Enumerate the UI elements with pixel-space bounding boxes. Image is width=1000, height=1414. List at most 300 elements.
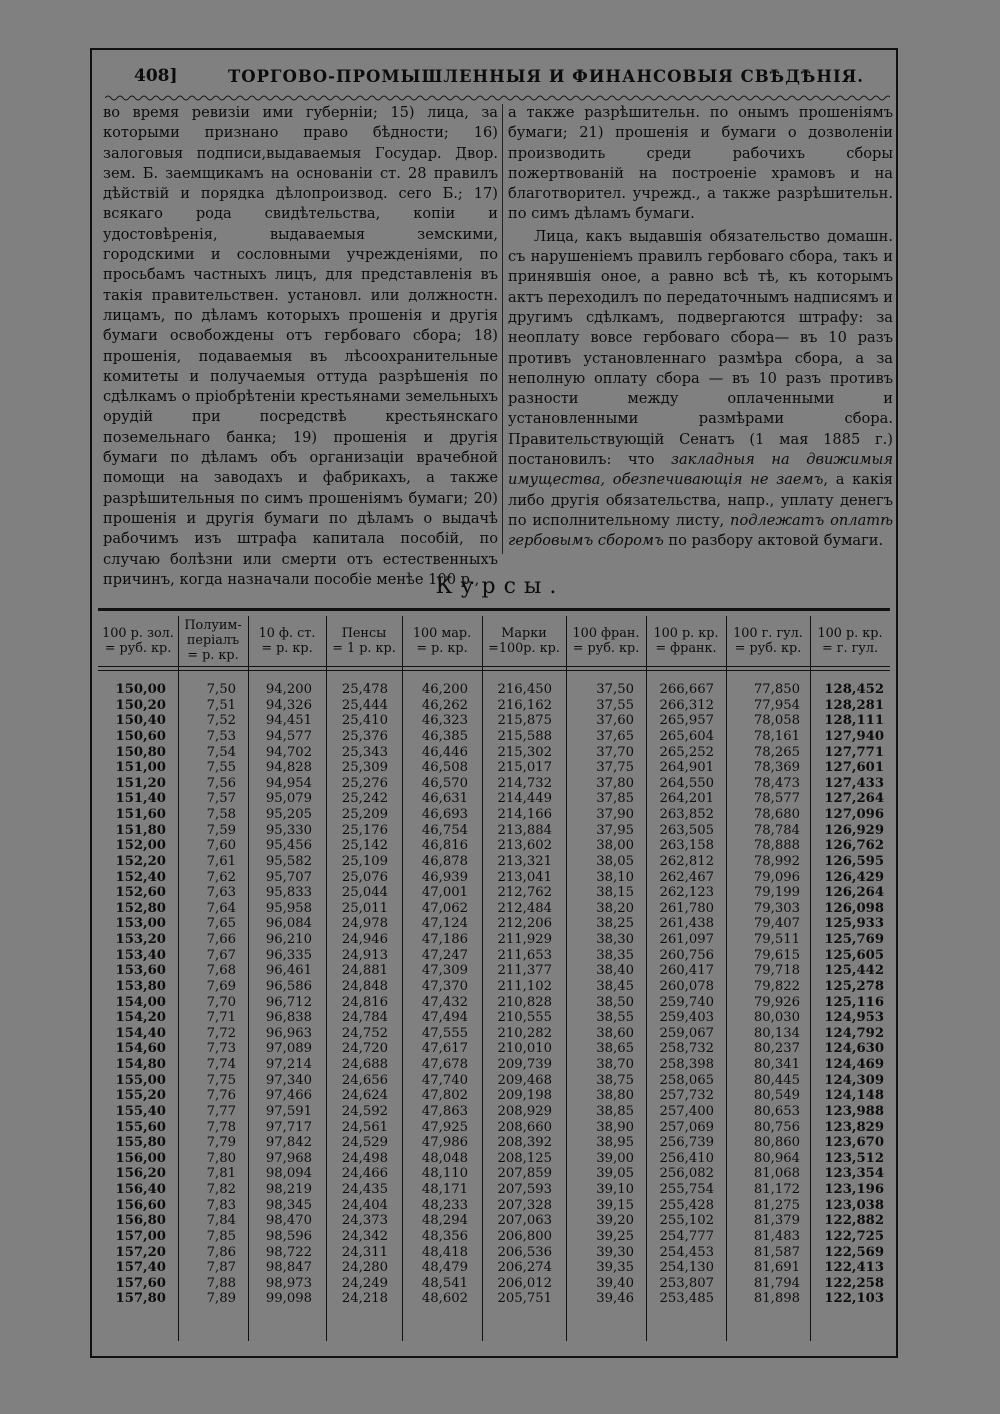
table-cell: 206,800 xyxy=(497,1228,552,1244)
column-header-line: =100р. кр. xyxy=(488,641,560,656)
column-header-line: 10 ф. ст. xyxy=(258,626,316,641)
table-cell: 46,939 xyxy=(421,869,468,885)
table-cell: 7,56 xyxy=(206,775,236,791)
table-cell: 78,265 xyxy=(753,744,800,760)
table-cell: 24,946 xyxy=(341,932,388,947)
table-cell: 254,777 xyxy=(659,1228,714,1244)
data-column xyxy=(98,682,166,1307)
table-cell: 95,582 xyxy=(265,853,312,869)
column-header-line: = р. кр. xyxy=(416,641,468,656)
table-cell: 39,40 xyxy=(596,1275,634,1291)
table-cell: 24,752 xyxy=(341,1025,388,1041)
table-cell: 7,65 xyxy=(206,916,236,932)
table-cell: 38,20 xyxy=(596,900,634,916)
table-cell: 7,53 xyxy=(206,728,236,744)
table-cell: 38,50 xyxy=(596,994,634,1010)
table-cell: 155,40 xyxy=(115,1103,166,1119)
column-header-line: Полуим- xyxy=(184,618,242,633)
table-cell: 94,451 xyxy=(265,713,312,729)
table-cell: 153,80 xyxy=(115,978,166,994)
table-cell: 206,536 xyxy=(497,1244,552,1260)
table-cell: 38,65 xyxy=(596,1041,634,1057)
column-header xyxy=(178,618,248,664)
table-cell: 24,498 xyxy=(341,1150,388,1166)
column-header xyxy=(726,626,810,672)
table-cell: 205,751 xyxy=(497,1291,552,1307)
table-cell: 211,102 xyxy=(497,978,552,994)
table-cell: 38,45 xyxy=(596,978,634,994)
table-cell: 38,10 xyxy=(596,869,634,885)
table-cell: 150,00 xyxy=(115,682,166,697)
table-cell: 127,096 xyxy=(824,807,884,822)
table-cell: 46,200 xyxy=(421,682,468,697)
table-cell: 38,00 xyxy=(596,838,634,854)
table-cell: 7,69 xyxy=(206,978,236,994)
column-header xyxy=(482,626,566,672)
right-text-part: , а какія либо другія обязательства, напр., уплату денегъ по исполнительному листу, xyxy=(508,471,893,529)
table-cell: 46,631 xyxy=(421,791,468,807)
table-cell: 262,812 xyxy=(659,853,714,869)
table-cell: 262,123 xyxy=(659,885,714,901)
table-cell: 38,95 xyxy=(596,1135,634,1151)
table-cell: 39,46 xyxy=(596,1291,634,1307)
table-cell: 7,68 xyxy=(206,963,236,979)
table-cell: 7,85 xyxy=(206,1228,236,1244)
table-cell: 95,079 xyxy=(265,791,312,807)
table-cell: 150,20 xyxy=(115,697,166,713)
table-cell: 124,792 xyxy=(824,1025,884,1041)
table-cell: 210,828 xyxy=(497,994,552,1010)
table-cell: 48,048 xyxy=(421,1150,468,1166)
table-cell: 25,044 xyxy=(341,885,388,901)
table-cell: 37,95 xyxy=(596,822,634,838)
table-cell: 46,878 xyxy=(421,853,468,869)
table-cell: 24,249 xyxy=(341,1275,388,1291)
table-cell: 38,05 xyxy=(596,853,634,869)
table-cell: 97,717 xyxy=(265,1119,312,1135)
table-cell: 24,913 xyxy=(341,947,388,963)
table-cell: 78,680 xyxy=(753,807,800,822)
table-cell: 79,822 xyxy=(753,978,800,994)
table-cell: 96,084 xyxy=(265,916,312,932)
table-cell: 81,275 xyxy=(753,1197,800,1213)
table-cell: 24,373 xyxy=(341,1213,388,1229)
table-cell: 25,410 xyxy=(341,713,388,729)
table-cell: 47,494 xyxy=(421,1010,468,1026)
table-cell: 127,940 xyxy=(824,728,884,744)
table-cell: 80,341 xyxy=(753,1057,800,1072)
table-cell: 151,20 xyxy=(115,775,166,791)
table-cell: 96,712 xyxy=(265,994,312,1010)
table-cell: 81,691 xyxy=(753,1260,800,1276)
table-cell: 38,70 xyxy=(596,1057,634,1072)
table-cell: 24,978 xyxy=(341,916,388,932)
table-cell: 47,247 xyxy=(421,947,468,963)
table-cell: 96,586 xyxy=(265,978,312,994)
table-cell: 78,992 xyxy=(753,853,800,869)
table-cell: 24,404 xyxy=(341,1197,388,1213)
table-cell: 98,847 xyxy=(265,1260,312,1276)
column-header-line: 100 мар. xyxy=(412,626,472,641)
table-cell: 154,00 xyxy=(115,994,166,1010)
table-cell: 79,199 xyxy=(753,885,800,901)
table-cell: 215,302 xyxy=(497,744,552,760)
table-cell: 98,219 xyxy=(265,1182,312,1197)
table-cell: 263,852 xyxy=(659,807,714,822)
table-cell: 94,954 xyxy=(265,775,312,791)
table-cell: 216,162 xyxy=(497,697,552,713)
table-cell: 128,452 xyxy=(824,682,884,697)
table-cell: 157,60 xyxy=(115,1275,166,1291)
table-cell: 155,00 xyxy=(115,1072,166,1088)
table-cell: 79,615 xyxy=(753,947,800,963)
table-cell: 206,274 xyxy=(497,1260,552,1276)
table-cell: 37,80 xyxy=(596,775,634,791)
table-cell: 155,20 xyxy=(115,1088,166,1104)
table-cell: 256,082 xyxy=(659,1166,714,1182)
table-top-rule xyxy=(98,608,890,611)
table-cell: 123,670 xyxy=(824,1135,884,1151)
table-cell: 207,328 xyxy=(497,1197,552,1213)
table-cell: 152,40 xyxy=(115,869,166,885)
table-cell: 7,59 xyxy=(206,822,236,838)
table-cell: 80,030 xyxy=(753,1010,800,1026)
table-cell: 48,294 xyxy=(421,1213,468,1229)
table-cell: 265,957 xyxy=(659,713,714,729)
table-cell: 46,446 xyxy=(421,744,468,760)
table-cell: 264,550 xyxy=(659,775,714,791)
table-cell: 153,20 xyxy=(115,932,166,947)
column-header-line: 100 р. зол. xyxy=(102,626,174,641)
table-cell: 254,130 xyxy=(659,1260,714,1276)
table-cell: 47,617 xyxy=(421,1041,468,1057)
table-cell: 79,096 xyxy=(753,869,800,885)
table-cell: 151,60 xyxy=(115,807,166,822)
table-cell: 259,740 xyxy=(659,994,714,1010)
table-cell: 81,483 xyxy=(753,1228,800,1244)
column-header xyxy=(566,626,646,672)
table-cell: 48,356 xyxy=(421,1228,468,1244)
table-cell: 154,60 xyxy=(115,1041,166,1057)
table-cell: 98,722 xyxy=(265,1244,312,1260)
table-cell: 156,00 xyxy=(115,1150,166,1166)
table-cell: 38,25 xyxy=(596,916,634,932)
table-cell: 265,604 xyxy=(659,728,714,744)
table-cell: 123,354 xyxy=(824,1166,884,1182)
table-cell: 46,754 xyxy=(421,822,468,838)
column-divider xyxy=(502,104,503,554)
column-header-line: 100 г. гул. xyxy=(733,626,803,641)
table-cell: 81,379 xyxy=(753,1213,800,1229)
table-cell: 24,720 xyxy=(341,1041,388,1057)
table-cell: 7,87 xyxy=(206,1260,236,1276)
table-cell: 212,484 xyxy=(497,900,552,916)
table-cell: 211,653 xyxy=(497,947,552,963)
right-paragraph-2 xyxy=(508,227,893,552)
table-cell: 38,30 xyxy=(596,932,634,947)
table-cell: 154,20 xyxy=(115,1010,166,1026)
table-cell: 78,369 xyxy=(753,760,800,776)
table-cell: 151,80 xyxy=(115,822,166,838)
table-cell: 122,569 xyxy=(824,1244,884,1260)
table-cell: 213,041 xyxy=(497,869,552,885)
table-cell: 7,77 xyxy=(206,1103,236,1119)
table-cell: 78,473 xyxy=(753,775,800,791)
table-cell: 48,541 xyxy=(421,1275,468,1291)
table-cell: 47,309 xyxy=(421,963,468,979)
table-cell: 154,40 xyxy=(115,1025,166,1041)
table-cell: 25,309 xyxy=(341,760,388,776)
table-cell: 152,60 xyxy=(115,885,166,901)
table-cell: 79,407 xyxy=(753,916,800,932)
table-cell: 126,595 xyxy=(824,853,884,869)
table-cell: 25,444 xyxy=(341,697,388,713)
table-cell: 79,303 xyxy=(753,900,800,916)
page-number: 408] xyxy=(134,66,178,86)
table-cell: 261,097 xyxy=(659,932,714,947)
data-column xyxy=(726,682,800,1307)
italic-phrase: подлежатъ оплатѣ гербовымъ сборомъ xyxy=(508,511,894,550)
table-cell: 38,85 xyxy=(596,1103,634,1119)
table-cell: 122,725 xyxy=(824,1228,884,1244)
table-cell: 96,838 xyxy=(265,1010,312,1026)
table-cell: 150,60 xyxy=(115,728,166,744)
table-cell: 127,433 xyxy=(824,775,884,791)
table-cell: 264,201 xyxy=(659,791,714,807)
table-cell: 214,166 xyxy=(497,807,552,822)
table-cell: 260,078 xyxy=(659,978,714,994)
italic-phrase: закладныя на движимыя имущества, обезпечивающія не заемъ xyxy=(508,451,893,489)
table-cell: 38,35 xyxy=(596,947,634,963)
table-cell: 7,51 xyxy=(206,697,236,713)
table-cell: 210,282 xyxy=(497,1025,552,1041)
table-cell: 153,60 xyxy=(115,963,166,979)
column-header-line: 100 фран. xyxy=(572,626,640,641)
table-cell: 153,00 xyxy=(115,916,166,932)
table-cell: 208,125 xyxy=(497,1150,552,1166)
table-cell: 216,450 xyxy=(497,682,552,697)
table-cell: 125,933 xyxy=(824,916,884,932)
table-cell: 25,011 xyxy=(341,900,388,916)
table-cell: 80,237 xyxy=(753,1041,800,1057)
table-cell: 46,816 xyxy=(421,838,468,854)
table-cell: 207,859 xyxy=(497,1166,552,1182)
table-cell: 127,601 xyxy=(824,760,884,776)
table-cell: 97,466 xyxy=(265,1088,312,1104)
table-cell: 37,70 xyxy=(596,744,634,760)
table-cell: 80,653 xyxy=(753,1103,800,1119)
table-cell: 150,40 xyxy=(115,713,166,729)
table-cell: 122,882 xyxy=(824,1213,884,1229)
table-cell: 213,321 xyxy=(497,853,552,869)
table-cell: 157,80 xyxy=(115,1291,166,1307)
table-cell: 95,707 xyxy=(265,869,312,885)
table-cell: 7,60 xyxy=(206,838,236,854)
table-cell: 128,281 xyxy=(824,697,884,713)
table-cell: 7,82 xyxy=(206,1182,236,1197)
table-cell: 125,605 xyxy=(824,947,884,963)
table-cell: 37,65 xyxy=(596,728,634,744)
table-cell: 95,456 xyxy=(265,838,312,854)
table-cell: 125,769 xyxy=(824,932,884,947)
table-cell: 46,508 xyxy=(421,760,468,776)
column-header-line: Марки xyxy=(501,626,547,641)
table-cell: 157,00 xyxy=(115,1228,166,1244)
table-cell: 258,732 xyxy=(659,1041,714,1057)
data-column xyxy=(566,682,634,1307)
table-cell: 97,214 xyxy=(265,1057,312,1072)
table-cell: 25,242 xyxy=(341,791,388,807)
table-cell: 24,529 xyxy=(341,1135,388,1151)
table-cell: 98,470 xyxy=(265,1213,312,1229)
table-cell: 24,561 xyxy=(341,1119,388,1135)
table-cell: 7,88 xyxy=(206,1275,236,1291)
table-cell: 94,200 xyxy=(265,682,312,697)
table-cell: 46,693 xyxy=(421,807,468,822)
column-header-line: Пенсы xyxy=(341,626,387,641)
table-cell: 264,901 xyxy=(659,760,714,776)
table-cell: 122,258 xyxy=(824,1275,884,1291)
table-cell: 124,309 xyxy=(824,1072,884,1088)
table-cell: 208,392 xyxy=(497,1135,552,1151)
table-cell: 48,233 xyxy=(421,1197,468,1213)
exchange-rate-table xyxy=(98,608,890,1341)
table-cell: 263,505 xyxy=(659,822,714,838)
table-cell: 7,50 xyxy=(206,682,236,697)
table-cell: 211,929 xyxy=(497,932,552,947)
table-cell: 25,376 xyxy=(341,728,388,744)
table-cell: 78,784 xyxy=(753,822,800,838)
table-cell: 97,089 xyxy=(265,1041,312,1057)
column-header-line: = руб. кр. xyxy=(572,641,640,656)
table-cell: 152,80 xyxy=(115,900,166,916)
table-cell: 78,577 xyxy=(753,791,800,807)
table-cell: 263,158 xyxy=(659,838,714,854)
right-paragraph-1: а также разрѣшительн. по онымъ прошеніямъ бумаги; 21) прошенія и бумаги о дозволеніи производить среди рабочихъ сборы пожертвованій на построеніе храмовъ и на благотворител. учрежд., а также разрѣшительн. по симъ дѣламъ бумаги. xyxy=(508,104,893,223)
table-cell: 210,010 xyxy=(497,1041,552,1057)
table-cell: 24,848 xyxy=(341,978,388,994)
table-cell: 150,80 xyxy=(115,744,166,760)
table-cell: 38,55 xyxy=(596,1010,634,1026)
table-cell: 265,252 xyxy=(659,744,714,760)
table-cell: 126,929 xyxy=(824,822,884,838)
table-cell: 24,624 xyxy=(341,1088,388,1104)
table-cell: 7,84 xyxy=(206,1213,236,1229)
table-cell: 7,54 xyxy=(206,744,236,760)
table-cell: 97,591 xyxy=(265,1103,312,1119)
table-cell: 46,570 xyxy=(421,775,468,791)
table-cell: 39,05 xyxy=(596,1166,634,1182)
table-cell: 81,068 xyxy=(753,1166,800,1182)
table-cell: 7,63 xyxy=(206,885,236,901)
table-cell: 94,828 xyxy=(265,760,312,776)
table-cell: 214,449 xyxy=(497,791,552,807)
right-text-part: Лица, какъ выдавшія обязательство домашн. съ нарушеніемъ правилъ гербоваго сбора, такъ и принявшія оное, а равно всѣ тѣ, къ которымъ актъ переходилъ по передаточнымъ надписямъ и другимъ сдѣлкамъ, подвергаются штрафу: за неоплату вовсе гербоваго сбора— въ 10 разъ противъ установленнаго размѣра сбора, а за неполную оплату сбора — въ 10 разъ противъ разности между оплаченными и установленными размѣрами сбора. Правительствующій Сенатъ (1 мая 1885 г.) постановилъ: что xyxy=(508,227,893,469)
table-cell: 80,134 xyxy=(753,1025,800,1041)
table-title: Курсы. xyxy=(435,574,565,599)
table-cell: 47,802 xyxy=(421,1088,468,1104)
table-cell: 97,842 xyxy=(265,1135,312,1151)
table-cell: 7,74 xyxy=(206,1057,236,1072)
column-header-line: = р. кр. xyxy=(187,648,239,663)
table-cell: 7,61 xyxy=(206,853,236,869)
table-cell: 47,555 xyxy=(421,1025,468,1041)
page-title: ТОРГОВО-ПРОМЫШЛЕННЫЯ И ФИНАНСОВЫЯ СВѢДѢНІЯ. xyxy=(228,67,865,86)
table-cell: 125,442 xyxy=(824,963,884,979)
table-cell: 7,52 xyxy=(206,713,236,729)
table-cell: 39,20 xyxy=(596,1213,634,1229)
table-cell: 46,385 xyxy=(421,728,468,744)
table-cell: 126,429 xyxy=(824,869,884,885)
table-cell: 253,485 xyxy=(659,1291,714,1307)
table-cell: 48,171 xyxy=(421,1182,468,1197)
table-cell: 128,111 xyxy=(824,713,884,729)
table-cell: 97,968 xyxy=(265,1150,312,1166)
table-cell: 260,756 xyxy=(659,947,714,963)
table-cell: 47,001 xyxy=(421,885,468,901)
table-cell: 7,70 xyxy=(206,994,236,1010)
table-cell: 124,148 xyxy=(824,1088,884,1104)
table-cell: 256,739 xyxy=(659,1135,714,1151)
table-cell: 81,794 xyxy=(753,1275,800,1291)
table-cell: 7,57 xyxy=(206,791,236,807)
table-cell: 24,466 xyxy=(341,1166,388,1182)
table-cell: 156,80 xyxy=(115,1213,166,1229)
table-cell: 81,587 xyxy=(753,1244,800,1260)
table-cell: 123,196 xyxy=(824,1182,884,1197)
table-cell: 209,198 xyxy=(497,1088,552,1104)
table-cell: 127,771 xyxy=(824,744,884,760)
table-cell: 7,75 xyxy=(206,1072,236,1088)
table-cell: 7,62 xyxy=(206,869,236,885)
table-cell: 37,90 xyxy=(596,807,634,822)
table-cell: 47,925 xyxy=(421,1119,468,1135)
table-cell: 123,512 xyxy=(824,1150,884,1166)
table-cell: 154,80 xyxy=(115,1057,166,1072)
table-cell: 257,732 xyxy=(659,1088,714,1104)
table-cell: 47,863 xyxy=(421,1103,468,1119)
table-cell: 7,76 xyxy=(206,1088,236,1104)
table-cell: 96,335 xyxy=(265,947,312,963)
column-header-line: 100 р. кр. xyxy=(653,626,719,641)
table-cell: 77,954 xyxy=(753,697,800,713)
table-cell: 152,20 xyxy=(115,853,166,869)
table-cell: 207,063 xyxy=(497,1213,552,1229)
table-cell: 95,205 xyxy=(265,807,312,822)
table-cell: 38,15 xyxy=(596,885,634,901)
table-cell: 212,206 xyxy=(497,916,552,932)
table-cell: 156,20 xyxy=(115,1166,166,1182)
table-cell: 25,478 xyxy=(341,682,388,697)
table-cell: 125,278 xyxy=(824,978,884,994)
table-cell: 215,588 xyxy=(497,728,552,744)
table-cell: 24,784 xyxy=(341,1010,388,1026)
table-cell: 80,964 xyxy=(753,1150,800,1166)
table-cell: 48,602 xyxy=(421,1291,468,1307)
table-cell: 81,898 xyxy=(753,1291,800,1307)
table-cell: 24,656 xyxy=(341,1072,388,1088)
table-cell: 39,25 xyxy=(596,1228,634,1244)
data-column xyxy=(402,682,468,1307)
table-cell: 37,55 xyxy=(596,697,634,713)
table-cell: 39,15 xyxy=(596,1197,634,1213)
table-cell: 48,110 xyxy=(421,1166,468,1182)
table-cell: 7,66 xyxy=(206,932,236,947)
table-cell: 215,875 xyxy=(497,713,552,729)
table-cell: 47,986 xyxy=(421,1135,468,1151)
table-cell: 209,739 xyxy=(497,1057,552,1072)
table-cell: 95,833 xyxy=(265,885,312,901)
